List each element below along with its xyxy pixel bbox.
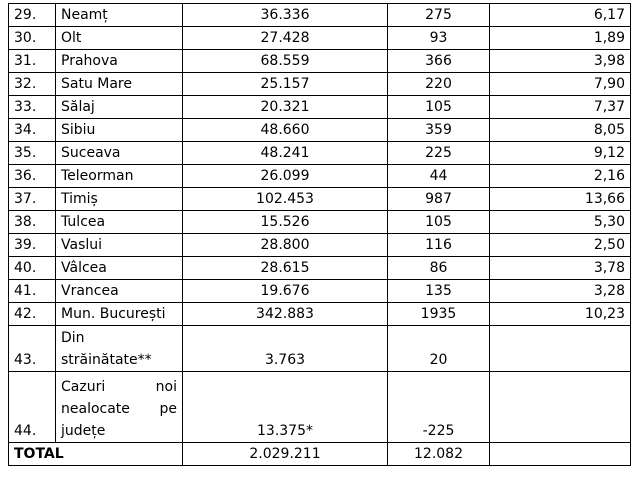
abroad-label	[56, 326, 183, 372]
incidence-rate: 7,37	[490, 96, 631, 119]
table-row	[9, 119, 631, 142]
row-index: 40.	[9, 257, 56, 280]
county-name: Vrancea	[56, 280, 183, 303]
row-index: 32.	[9, 73, 56, 96]
total-cases: 68.559	[183, 50, 388, 73]
new-cases: 275	[388, 4, 490, 27]
row-index: 44.	[9, 372, 56, 443]
total-cases: 48.660	[183, 119, 388, 142]
row-index: 43.	[9, 326, 56, 372]
row-index: 37.	[9, 188, 56, 211]
county-name: Timiș	[56, 188, 183, 211]
new-cases: 220	[388, 73, 490, 96]
county-name: Teleorman	[56, 165, 183, 188]
county-name: Sălaj	[56, 96, 183, 119]
county-name: Prahova	[56, 50, 183, 73]
incidence-rate: 7,90	[490, 73, 631, 96]
table-row	[9, 142, 631, 165]
table-row	[9, 96, 631, 119]
unallocated-label-line-1: Cazuri noi	[61, 379, 177, 395]
county-name: Sibiu	[56, 119, 183, 142]
incidence-rate: 2,16	[490, 165, 631, 188]
incidence-rate: 8,05	[490, 119, 631, 142]
total-cases: 102.453	[183, 188, 388, 211]
table-row	[9, 257, 631, 280]
total-cases: 27.428	[183, 27, 388, 50]
incidence-rate	[490, 372, 631, 443]
new-cases: 1935	[388, 303, 490, 326]
county-name: Tulcea	[56, 211, 183, 234]
table-row	[9, 280, 631, 303]
unallocated-label-line-2: nealocate pe	[61, 401, 177, 417]
table-row	[9, 165, 631, 188]
new-cases: 105	[388, 96, 490, 119]
total-cases: 13.375*	[183, 372, 388, 443]
table-row	[9, 4, 631, 27]
county-name: Vaslui	[56, 234, 183, 257]
table-row	[9, 73, 631, 96]
county-name: Neamț	[56, 4, 183, 27]
total-cases: 28.615	[183, 257, 388, 280]
incidence-rate: 2,50	[490, 234, 631, 257]
total-cases: 26.099	[183, 165, 388, 188]
row-index: 36.	[9, 165, 56, 188]
unallocated-label	[56, 372, 183, 443]
table-row-total	[9, 443, 631, 466]
new-cases: 987	[388, 188, 490, 211]
total-cases: 3.763	[183, 326, 388, 372]
new-cases: 359	[388, 119, 490, 142]
total-cases: 15.526	[183, 211, 388, 234]
incidence-rate: 5,30	[490, 211, 631, 234]
row-index: 42.	[9, 303, 56, 326]
incidence-rate: 10,23	[490, 303, 631, 326]
abroad-label-line-1: Din	[61, 330, 85, 346]
table-body	[9, 4, 631, 466]
county-name: Satu Mare	[56, 73, 183, 96]
incidence-rate: 6,17	[490, 4, 631, 27]
total-label: TOTAL	[9, 443, 183, 466]
total-cases: 28.800	[183, 234, 388, 257]
new-cases-sum: 12.082	[388, 443, 490, 466]
new-cases: 44	[388, 165, 490, 188]
total-cases: 48.241	[183, 142, 388, 165]
total-cases: 19.676	[183, 280, 388, 303]
table-row	[9, 234, 631, 257]
row-index: 38.	[9, 211, 56, 234]
table-row	[9, 188, 631, 211]
incidence-rate	[490, 326, 631, 372]
incidence-rate: 1,89	[490, 27, 631, 50]
incidence-rate: 3,98	[490, 50, 631, 73]
incidence-rate: 9,12	[490, 142, 631, 165]
new-cases: 86	[388, 257, 490, 280]
new-cases: 116	[388, 234, 490, 257]
county-name: Vâlcea	[56, 257, 183, 280]
incidence-rate: 3,28	[490, 280, 631, 303]
row-index: 31.	[9, 50, 56, 73]
total-cases: 25.157	[183, 73, 388, 96]
county-name: Mun. București	[56, 303, 183, 326]
table-row	[9, 50, 631, 73]
row-index: 39.	[9, 234, 56, 257]
row-index: 33.	[9, 96, 56, 119]
table-row	[9, 27, 631, 50]
row-index: 29.	[9, 4, 56, 27]
incidence-rate: 3,78	[490, 257, 631, 280]
table-row-unallocated	[9, 372, 631, 443]
new-cases: 135	[388, 280, 490, 303]
total-cases: 36.336	[183, 4, 388, 27]
abroad-label-line-2: străinătate**	[61, 352, 152, 368]
row-index: 34.	[9, 119, 56, 142]
new-cases: 20	[388, 326, 490, 372]
total-cases: 20.321	[183, 96, 388, 119]
new-cases: 366	[388, 50, 490, 73]
incidence-rate: 13,66	[490, 188, 631, 211]
incidence-rate-total	[490, 443, 631, 466]
county-name: Suceava	[56, 142, 183, 165]
row-index: 35.	[9, 142, 56, 165]
total-cases-sum: 2.029.211	[183, 443, 388, 466]
total-cases: 342.883	[183, 303, 388, 326]
new-cases: -225	[388, 372, 490, 443]
county-name: Olt	[56, 27, 183, 50]
table-row	[9, 303, 631, 326]
row-index: 41.	[9, 280, 56, 303]
table-row	[9, 211, 631, 234]
unallocated-label-line-3: județe	[61, 423, 106, 439]
row-index: 30.	[9, 27, 56, 50]
new-cases: 105	[388, 211, 490, 234]
new-cases: 225	[388, 142, 490, 165]
new-cases: 93	[388, 27, 490, 50]
counties-table	[8, 3, 631, 466]
table-row-abroad	[9, 326, 631, 372]
